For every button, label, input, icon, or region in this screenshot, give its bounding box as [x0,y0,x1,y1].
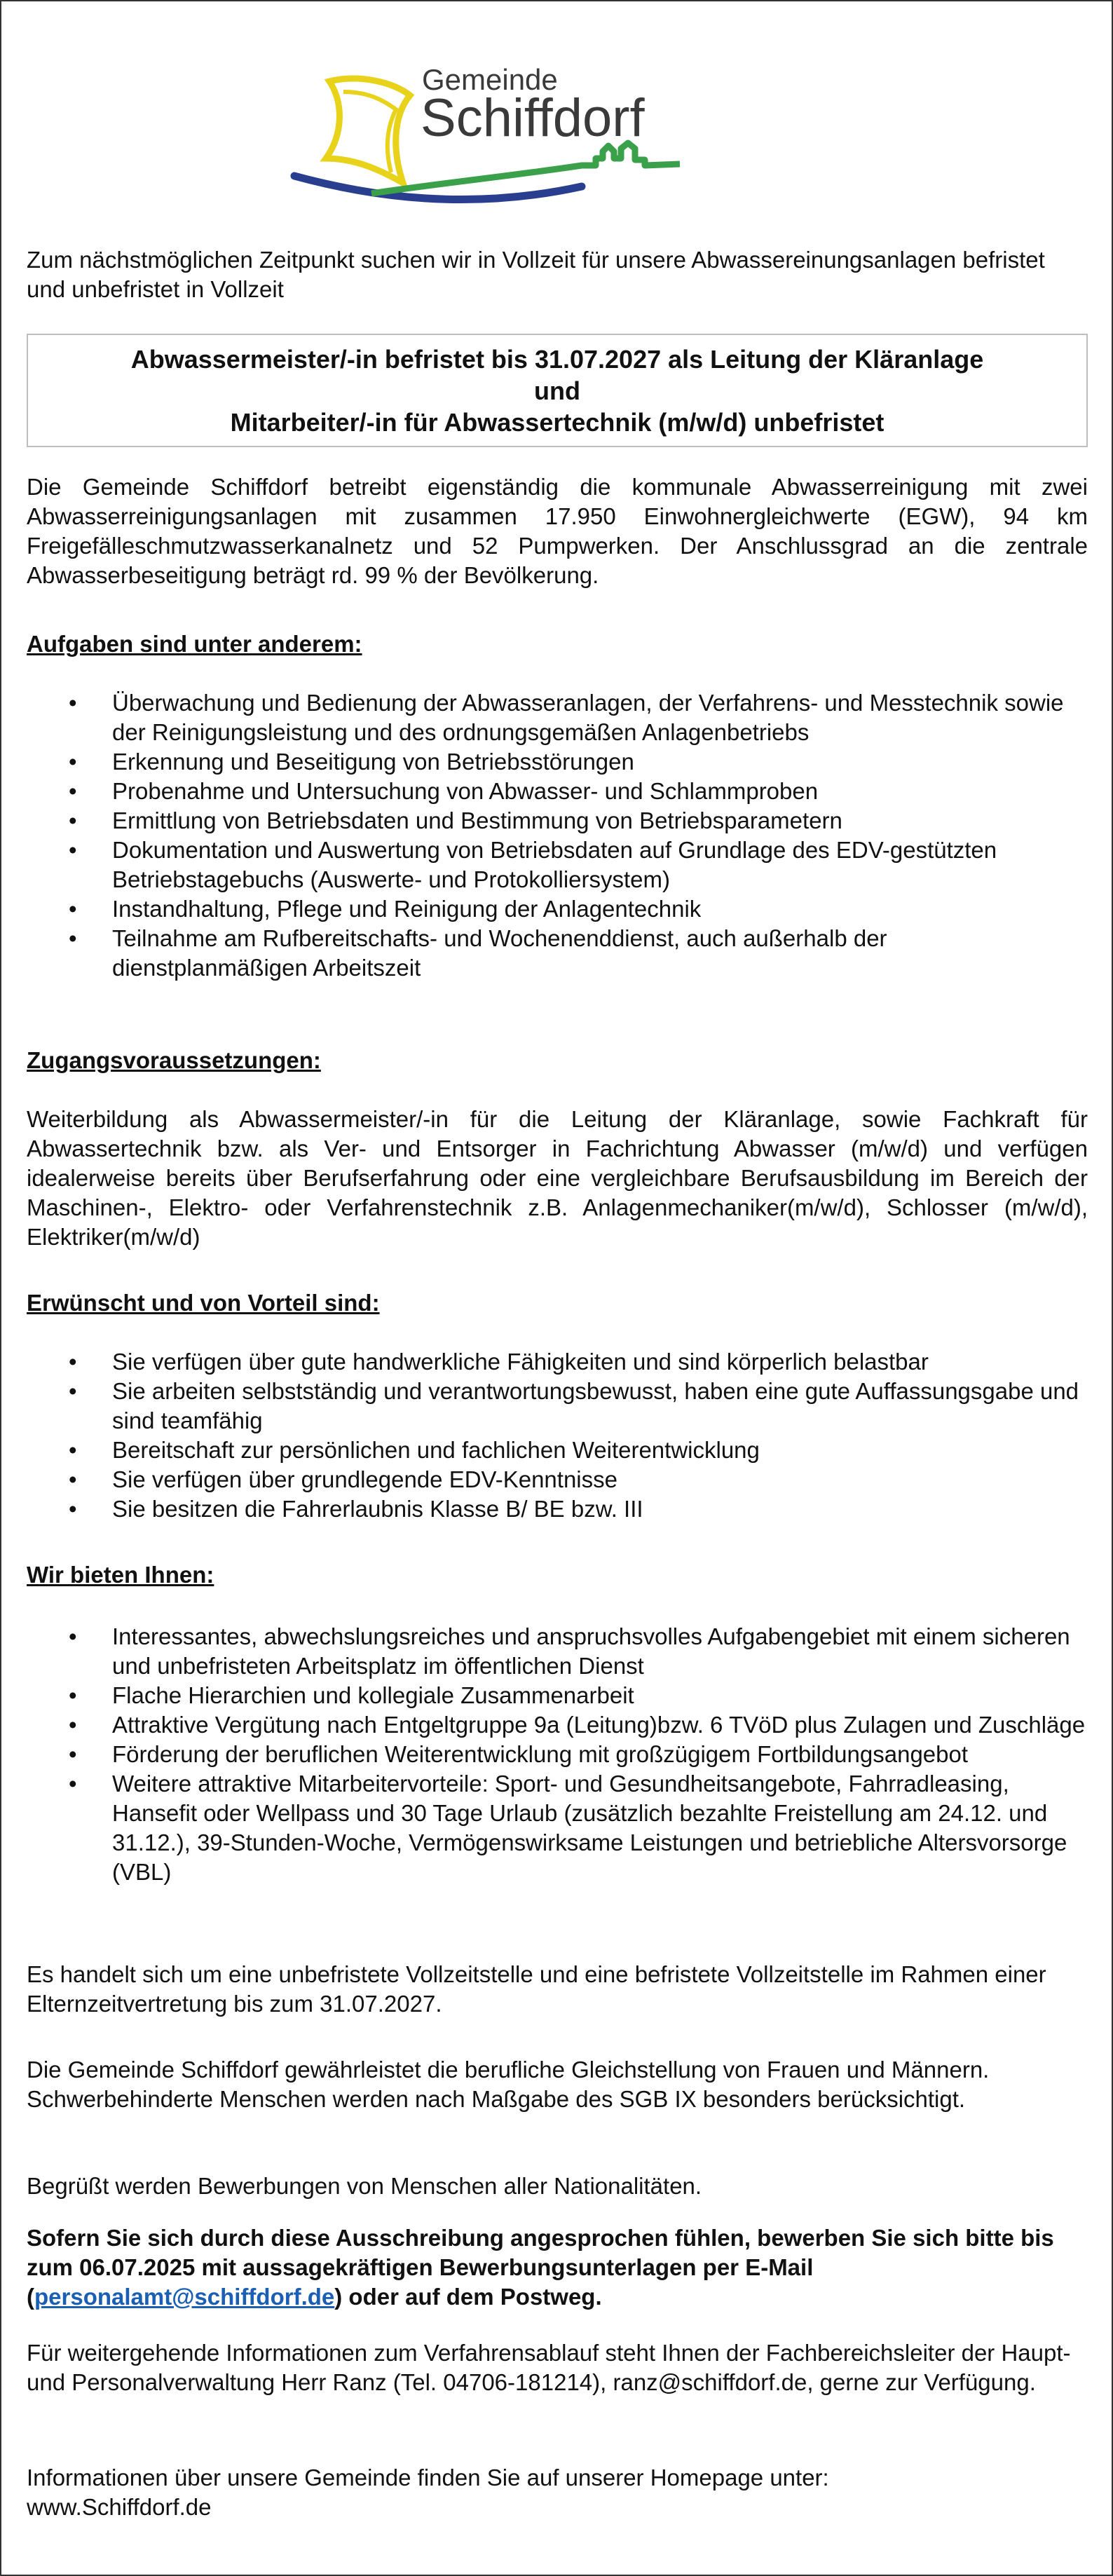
list-item: • Probenahme und Untersuchung von Abwasser- und Schlammproben [27,777,1088,806]
logo-hull-shape [294,176,582,200]
list-item: • Sie arbeiten selbstständig und verantwortungsbewusst, haben eine gute Auffassungsgabe und sind teamfähig [27,1377,1088,1436]
list-item: • Weitere attraktive Mitarbeitervorteile: Sport- und Gesundheitsangebote, Fahrradleasing, Hansefit oder Wellpass und 30 Tage Urlaub (zusätzlich bezahlte Freistellung am 24.12. und 31.12.), 39-Stunden-Woche, Vermögenswirksame Leistungen und betriebliche Altersvorsorge (VBL) [27,1769,1088,1887]
homepage-url: www.Schiffdorf.de [27,2494,212,2520]
job-title-box [27,334,1088,447]
homepage-line1: Informationen über unsere Gemeinde finden Sie auf unserer Homepage unter: [27,2465,829,2490]
gemeinde-schiffdorf-logo [287,53,691,222]
offer-list [27,1622,1088,1887]
job-title-line1: Abwassermeister/-in befristet bis 31.07.2027 als Leitung der Kläranlage [130,345,984,374]
list-item: • Sie verfügen über grundlegende EDV-Kenntnisse [27,1465,1088,1494]
job-title-line3: Mitarbeiter/-in für Abwassertechnik (m/w/d) unbefristet [230,408,885,437]
desirable-list [27,1347,1088,1524]
logo-line2: Schiffdorf [421,88,645,148]
requirements-heading: Zugangsvoraussetzungen: [27,1047,321,1073]
application-email-link[interactable]: personalamt@schiffdorf.de [34,2284,335,2310]
list-item: • Erkennung und Beseitigung von Betriebsstörungen [27,747,1088,777]
desirable-heading: Erwünscht und von Vorteil sind: [27,1290,380,1316]
application-text-after: ) oder auf dem Postweg. [334,2284,602,2310]
offer-heading: Wir bieten Ihnen: [27,1562,214,1588]
list-item: • Sie verfügen über gute handwerkliche Fähigkeiten und sind körperlich belastbar [27,1347,1088,1377]
logo-land-shape [371,143,680,193]
list-item: • Attraktive Vergütung nach Entgeltgruppe 9a (Leitung)bzw. 6 TVöD plus Zulagen und Zuschläge [27,1710,1088,1740]
intro-text: Zum nächstmöglichen Zeitpunkt suchen wir in Vollzeit für unsere Abwassereinungsanlagen befristet und unbefristet in Vollzeit [27,247,1045,302]
equality-text: Die Gemeinde Schiffdorf gewährleistet die berufliche Gleichstellung von Frauen und Männern. Schwerbehinderte Menschen werden nach Maßgabe des SGB IX besonders berücksichtigt. [27,2057,990,2112]
description-text: Die Gemeinde Schiffdorf betreibt eigenständig die kommunale Abwasserreinigung mit zwei Abwasserreinigungsanlagen mit zusammen 17.950 Einwohnergleichwerte (EGW), 94 km Freigefälleschmutzwasserkanalnetz und 52 Pumpwerken. Der Anschlussgrad an die zentrale Abwasserbeseitigung beträgt rd. 99 % der Bevölkerung. [27,474,1088,588]
list-item: • Flache Hierarchien und kollegiale Zusammenarbeit [27,1681,1088,1710]
nationalities-text: Begrüßt werden Bewerbungen von Menschen aller Nationalitäten. [27,2173,702,2199]
list-item: • Förderung der beruflichen Weiterentwicklung mit großzügigem Fortbildungsangebot [27,1740,1088,1769]
logo-graphic [287,53,691,222]
application-text-before: Sofern Sie sich durch diese Ausschreibung angesprochen fühlen, bewerben Sie sich bitte bis zum 06.07.2025 mit aussagekräftigen Bewerbungsunterlagen per E-Mail ( [27,2225,1054,2310]
list-item: • Interessantes, abwechslungsreiches und anspruchsvolles Aufgabengebiet mit einem sicheren und unbefristeten Arbeitsplatz im öffentlichen Dienst [27,1622,1088,1681]
position-note-text: Es handelt sich um eine unbefristete Vollzeitstelle und eine befristete Vollzeitstelle im Rahmen einer Elternzeitvertretung bis zum 31.07.2027. [27,1961,1046,2017]
list-item: • Überwachung und Bedienung der Abwasseranlagen, der Verfahrens- und Messtechnik sowie der Reinigungsleistung und des ordnungsgemäßen Anlagenbetriebs [27,688,1088,747]
tasks-heading: Aufgaben sind unter anderem: [27,631,362,657]
job-title-line2: und [534,376,580,405]
list-item: • Instandhaltung, Pflege und Reinigung der Anlagentechnik [27,894,1088,924]
logo-line1: Gemeinde [422,63,558,96]
list-item: • Sie besitzen die Fahrerlaubnis Klasse B/ BE bzw. III [27,1494,1088,1524]
list-item: • Bereitschaft zur persönlichen und fachlichen Weiterentwicklung [27,1436,1088,1465]
list-item: • Ermittlung von Betriebsdaten und Bestimmung von Betriebsparametern [27,806,1088,836]
list-item: • Teilnahme am Rufbereitschafts- und Wochenenddienst, auch außerhalb der dienstplanmäßigen Arbeitszeit [27,924,1088,983]
application-text [27,2223,1088,2312]
contact-text: Für weitergehende Informationen zum Verfahrensablauf steht Ihnen der Fachbereichsleiter der Haupt- und Personalverwaltung Herr Ranz (Tel. 04706-181214), ranz@schiffdorf.de, gerne zur Verfügung. [27,2340,1071,2395]
requirements-text: Weiterbildung als Abwassermeister/-in für die Leitung der Kläranlage, sowie Fachkraft für Abwassertechnik bzw. als Ver- und Entsorger in Fachrichtung Abwasser (m/w/d) und verfügen idealerweise bereits über Berufserfahrung oder eine vergleichbare Berufsausbildung im Bereich der Maschinen-, Elektro- oder Verfahrenstechnik z.B. Anlagenmechaniker(m/w/d), Schlosser (m/w/d), Elektriker(m/w/d) [27,1106,1088,1250]
tasks-list [27,688,1088,983]
list-item: • Dokumentation und Auswertung von Betriebsdaten auf Grundlage des EDV-gestützten Betriebstagebuchs (Auswerte- und Protokolliersystem) [27,836,1088,894]
